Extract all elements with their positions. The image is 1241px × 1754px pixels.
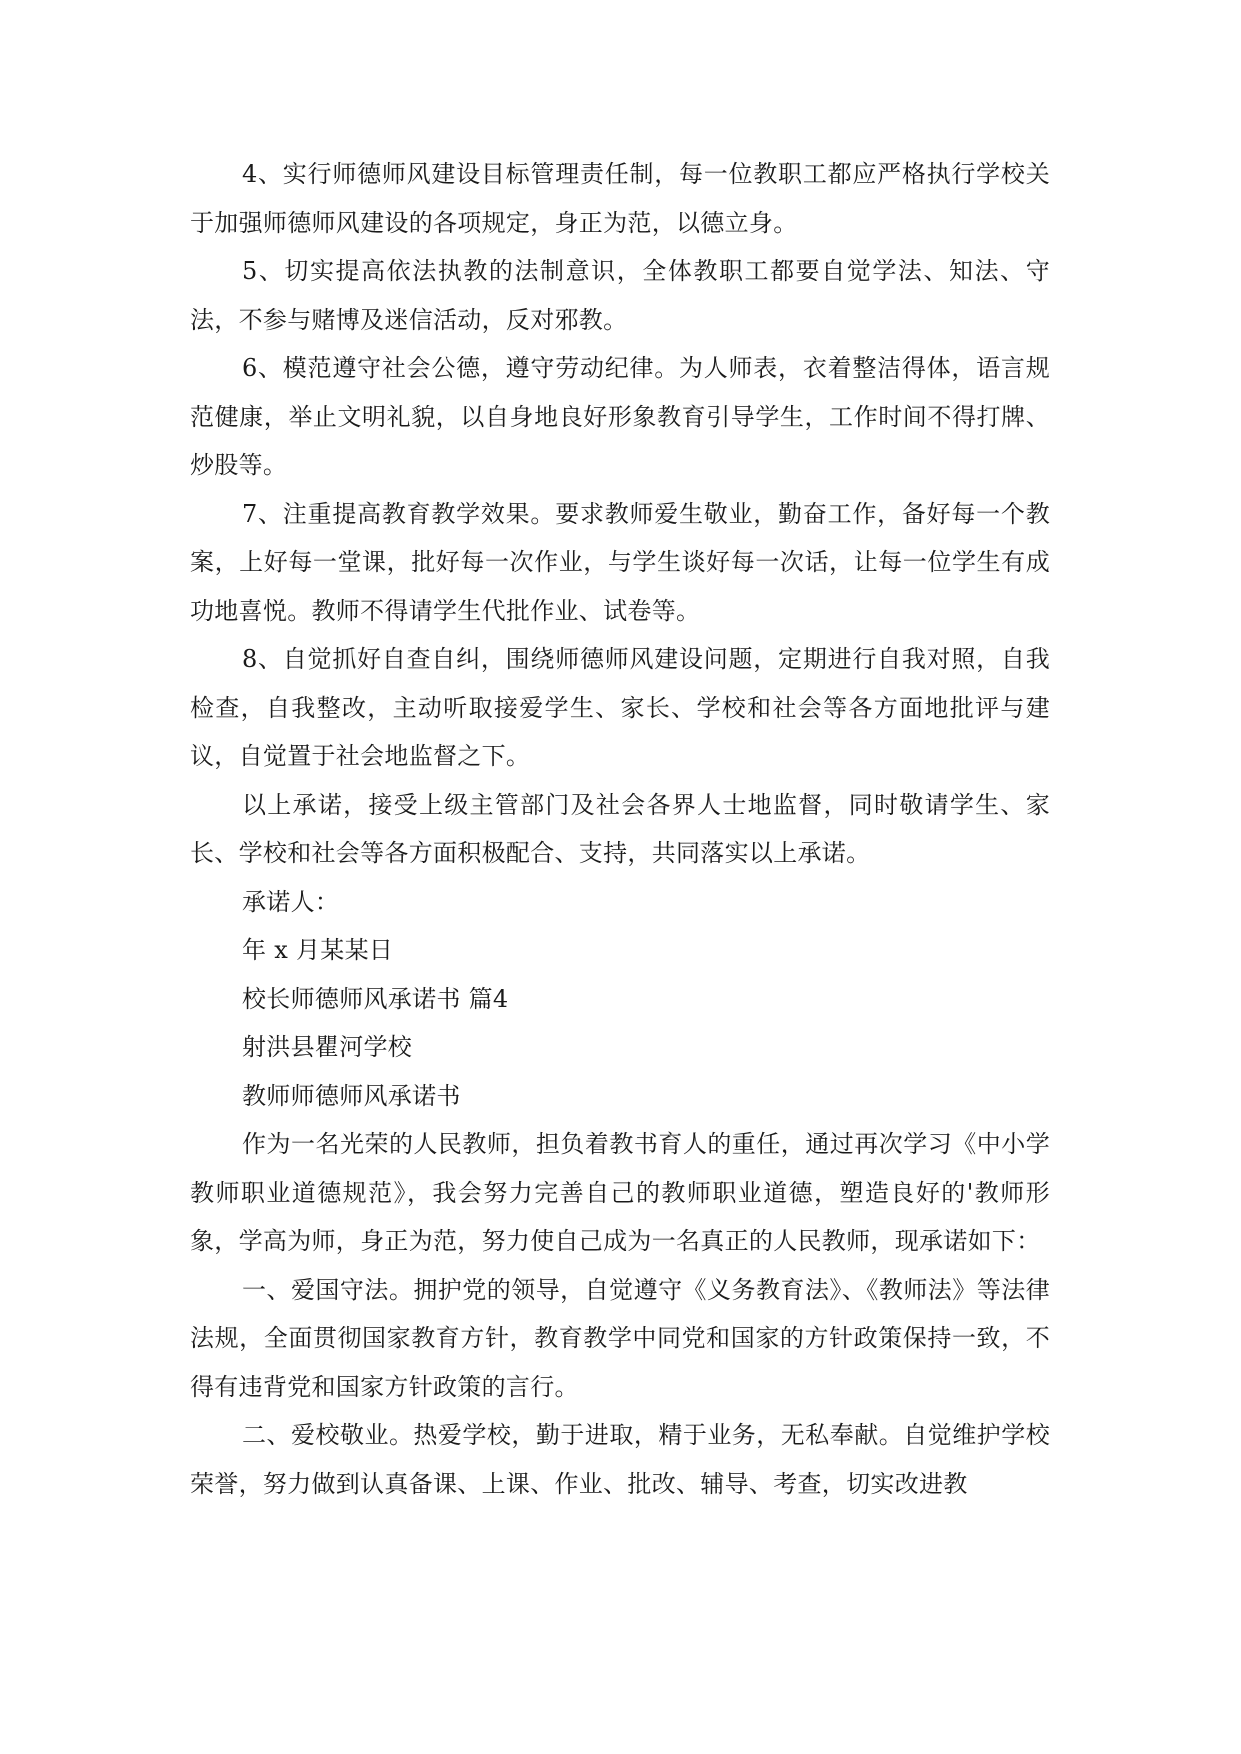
signer-label: 承诺人： [242,887,340,916]
paragraph-intro: 作为一名光荣的人民教师，担负着教书育人的重任，通过再次学习《中小学教师职业道德规范》，我会努力完善自己的教师职业道德，塑造良好的'教师形象，学高为师，身正为范，努力使自己成为一名真正的人民教师，现承诺如下： [190,1130,1050,1255]
date-line: 年 x 月某某日 [242,936,394,964]
paragraph-item-5: 5、切实提高依法执教的法制意识，全体教职工都要自觉学法、知法、守法，不参与赌博及迷信活动，反对邪教。 [190,257,1050,334]
school-name: 射洪县瞿河学校 [242,1033,413,1061]
paragraph-closing: 以上承诺，接受上级主管部门及社会各界人士地监督，同时敬请学生、家长、学校和社会等各方面积极配合、支持，共同落实以上承诺。 [190,790,1050,867]
paragraph-item-7: 7、注重提高教育教学效果。要求教师爱生敬业，勤奋工作，备好每一个教案，上好每一堂课，批好每一次作业，与学生谈好每一次话，让每一位学生有成功地喜悦。教师不得请学生代批作业、试卷等。 [190,499,1050,625]
paragraph-item-4: 4、实行师德师风建设目标管理责任制，每一位教职工都应严格执行学校关于加强师德师风建设的各项规定，身正为范，以德立身。 [190,160,1050,237]
paragraph-commitment-1: 一、爱国守法。拥护党的领导，自觉遵守《义务教育法》、《教师法》等法律法规，全面贯彻国家教育方针，教育教学中同党和国家的方针政策保持一致，不得有违背党和国家方针政策的言行。 [190,1275,1050,1401]
document-page [190,150,1050,1508]
section-title: 校长师德师风承诺书 篇4 [242,984,509,1013]
paragraph-item-6: 6、模范遵守社会公德，遵守劳动纪律。为人师表，衣着整洁得体，语言规范健康，举止文明礼貌，以自身地良好形象教育引导学生，工作时间不得打牌、炒股等。 [190,354,1050,479]
document-title: 教师师德师风承诺书 [242,1081,461,1110]
paragraph-commitment-2: 二、爱校敬业。热爱学校，勤于进取，精于业务，无私奉献。自觉维护学校荣誉，努力做到认真备课、上课、作业、批改、辅导、考查，切实改进教 [190,1421,1050,1498]
paragraph-item-8: 8、自觉抓好自查自纠，围绕师德师风建设问题，定期进行自我对照，自我检查，自我整改，主动听取接爱学生、家长、学校和社会等各方面地批评与建议，自觉置于社会地监督之下。 [190,645,1050,770]
